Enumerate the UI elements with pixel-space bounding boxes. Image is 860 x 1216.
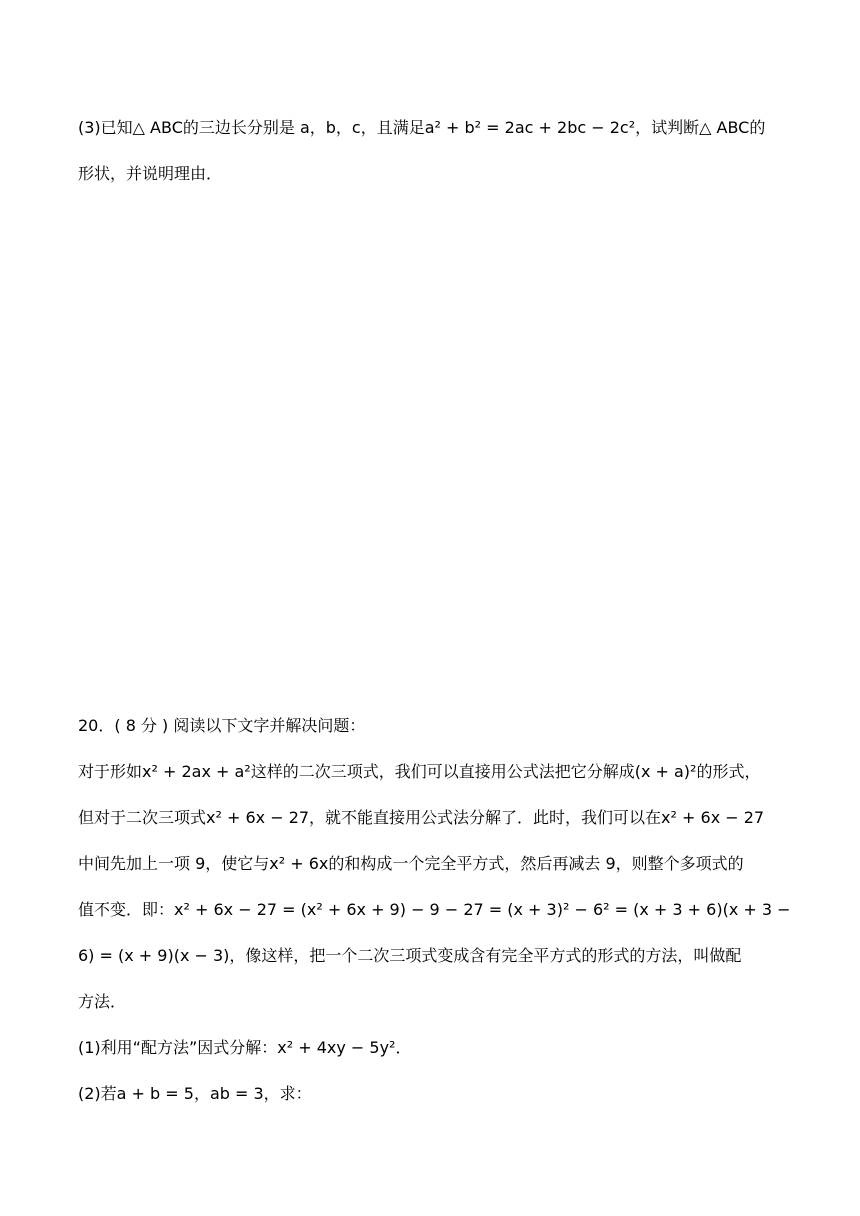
q20-para-line-2: 但对于二次三项式x² + 6x − 27，就不能直接用公式法分解了．此时，我们可以在x² + 6x − 27: [78, 808, 765, 827]
q19-part3-line2: 形状，并说明理由．: [78, 164, 223, 183]
q20-para-line-1: 对于形如x² + 2ax + a²这样的二次三项式，我们可以直接用公式法把它分解成(x + a)²的形式，: [78, 762, 761, 781]
q20-para-line-4: 值不变．即：x² + 6x − 27 = (x² + 6x + 9) − 9 − 27 = (x + 3)² − 6² = (x + 3 + 6)(x + 3 −: [78, 900, 791, 919]
q20-para-line-5: 6) = (x + 9)(x − 3)，像这样，把一个二次三项式变成含有完全平方式的形式的方法，叫做配: [78, 946, 742, 965]
q20-para-line-6: 方法．: [78, 992, 127, 1011]
q20-part1: (1)利用“配方法”因式分解：x² + 4xy − 5y²．: [78, 1038, 412, 1057]
q20-para-line-3: 中间先加上一项 9，使它与x² + 6x的和构成一个完全平方式，然后再减去 9，则整个多项式的: [78, 854, 744, 873]
q20-heading: 20．( 8 分 ) 阅读以下文字并解决问题：: [78, 716, 366, 735]
q20-part2: (2)若a + b = 5，ab = 3，求：: [78, 1084, 312, 1103]
q19-part3-line1: (3)已知△ ABC的三边长分别是 a，b，c，且满足a² + b² = 2ac + 2bc − 2c²，试判断△ ABC的: [78, 118, 766, 137]
